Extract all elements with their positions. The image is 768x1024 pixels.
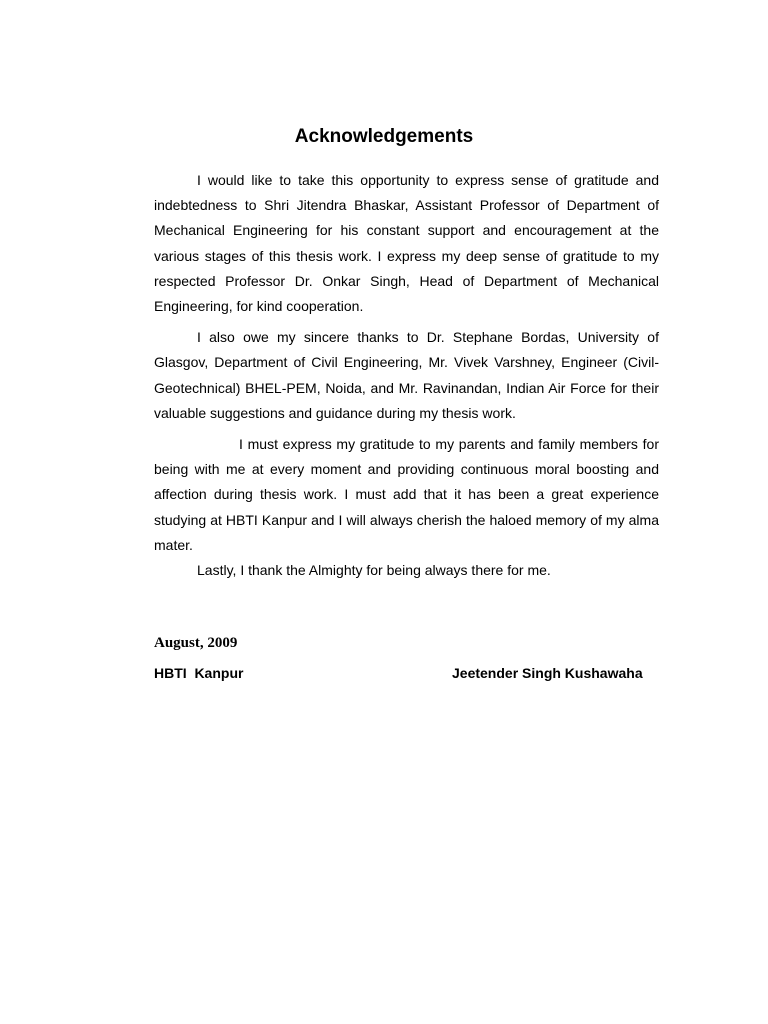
paragraph-2: I also owe my sincere thanks to Dr. Stephane Bordas, University of Glasgov, Department of Civil Engineering, Mr. Vivek Varshney, Engineer (Civil-Geotechnical) BHEL-PEM, Noida, and Mr. Ravinandan, Indian Air Force for their valuable suggestions and guidance during my thesis work. <box>154 329 659 421</box>
paragraph-3: I must express my gratitude to my parents and family members for being with me at every moment and providing continuous moral boosting and affection during thesis work. I must add that it has been a great experience studying at HBTI Kanpur and I will always cherish the haloed memory of my alma mater. <box>154 436 659 553</box>
body-text <box>154 168 659 583</box>
page-title: Acknowledgements <box>294 126 474 147</box>
signature-date: August, 2009 <box>154 635 238 651</box>
signature-name: Jeetender Singh Kushawaha <box>452 665 643 681</box>
paragraph-4: Lastly, I thank the Almighty for being always there for me. <box>197 562 551 579</box>
signature-place: HBTI Kanpur <box>154 665 244 681</box>
paragraph-1: I would like to take this opportunity to express sense of gratitude and indebtedness to Shri Jitendra Bhaskar, Assistant Professor of Department of Mechanical Engineering for his constant support and encouragement at the various stages of this thesis work. I express my deep sense of gratitude to my respected Professor Dr. Onkar Singh, Head of Department of Mechanical Engineering, for kind cooperation. <box>154 172 659 315</box>
